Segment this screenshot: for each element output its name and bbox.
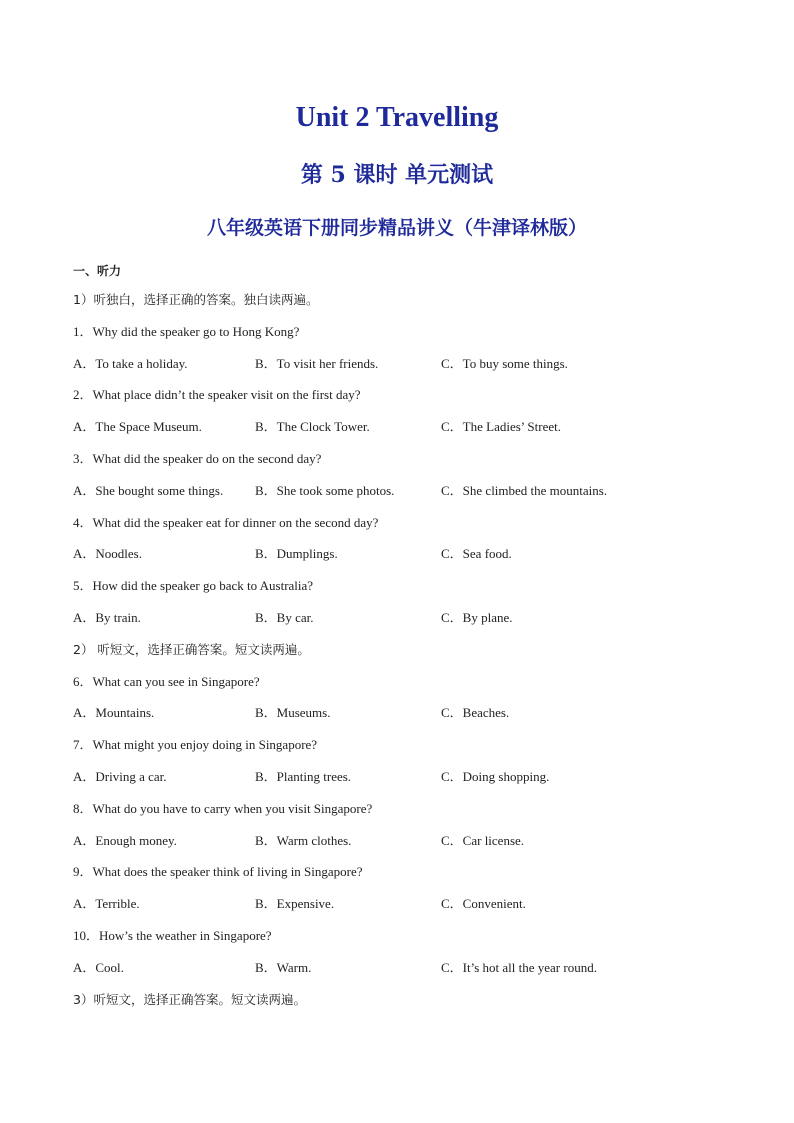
part-instruction: 2） 听短文，选择正确答案。短文读两遍。 bbox=[73, 641, 310, 657]
question-list bbox=[73, 289, 733, 1020]
option-row bbox=[73, 893, 733, 925]
option-c: C．It’s hot all the year round. bbox=[441, 959, 597, 975]
option-c: C．By plane. bbox=[441, 609, 513, 625]
option-row bbox=[73, 766, 733, 798]
option-row bbox=[73, 702, 733, 734]
question-text: 2．What place didn’t the speaker visit on the first day? bbox=[73, 387, 361, 403]
option-row bbox=[73, 416, 733, 448]
option-c: C．The Ladies’ Street. bbox=[441, 419, 561, 435]
option-a: A．The Space Museum. bbox=[73, 419, 202, 435]
option-c: C．Sea food. bbox=[441, 546, 512, 562]
question-text: 10．How’s the weather in Singapore? bbox=[73, 927, 272, 943]
option-c: C．Car license. bbox=[441, 832, 525, 848]
option-c: C．She climbed the mountains. bbox=[441, 482, 608, 498]
option-a: A．Enough money. bbox=[73, 832, 177, 848]
option-a: A．She bought some things. bbox=[73, 482, 224, 498]
option-b: B．She took some photos. bbox=[255, 482, 395, 498]
option-c: C．Beaches. bbox=[441, 705, 510, 721]
option-b: B．Planting trees. bbox=[255, 768, 352, 784]
option-b: B．Warm. bbox=[255, 959, 312, 975]
question-text: 5．How did the speaker go back to Australia? bbox=[73, 578, 314, 594]
question-text: 6．What can you see in Singapore? bbox=[73, 673, 260, 689]
question-text: 3．What did the speaker do on the second day? bbox=[73, 450, 322, 466]
option-a: A．Mountains. bbox=[73, 705, 155, 721]
option-row bbox=[73, 957, 733, 989]
option-b: B．The Clock Tower. bbox=[255, 419, 370, 435]
option-a: A．Noodles. bbox=[73, 546, 142, 562]
option-c: C．To buy some things. bbox=[441, 355, 568, 371]
question-text: 9．What does the speaker think of living in Singapore? bbox=[73, 864, 363, 880]
series-title: 八年级英语下册同步精品讲义（牛津译林版） bbox=[206, 217, 587, 239]
lesson-title: 第 5 课时 单元测试 bbox=[300, 162, 494, 188]
option-b: B．Dumplings. bbox=[255, 546, 338, 562]
option-row bbox=[73, 543, 733, 575]
option-row bbox=[73, 353, 733, 385]
option-b: B．Warm clothes. bbox=[255, 832, 352, 848]
part-instruction: 3）听短文，选择正确答案。短文读两遍。 bbox=[73, 991, 306, 1007]
section-heading: 一、听力 bbox=[73, 264, 122, 278]
option-a: A．Cool. bbox=[73, 959, 124, 975]
option-b: B．By car. bbox=[255, 609, 314, 625]
question-text: 8．What do you have to carry when you visit Singapore? bbox=[73, 800, 373, 816]
option-b: B．Museums. bbox=[255, 705, 331, 721]
option-a: A．By train. bbox=[73, 609, 141, 625]
page-title: Unit 2 Travelling bbox=[295, 102, 499, 133]
option-b: B．To visit her friends. bbox=[255, 355, 379, 371]
question-text: 4．What did the speaker eat for dinner on the second day? bbox=[73, 514, 379, 530]
option-a: A．To take a holiday. bbox=[73, 355, 188, 371]
option-c: C．Convenient. bbox=[441, 896, 526, 912]
option-row bbox=[73, 480, 733, 512]
question-text: 1．Why did the speaker go to Hong Kong? bbox=[73, 323, 300, 339]
option-a: A．Terrible. bbox=[73, 896, 140, 912]
option-b: B．Expensive. bbox=[255, 896, 335, 912]
option-a: A．Driving a car. bbox=[73, 768, 167, 784]
option-c: C．Doing shopping. bbox=[441, 768, 550, 784]
question-text: 7．What might you enjoy doing in Singapore? bbox=[73, 737, 318, 753]
option-row bbox=[73, 830, 733, 862]
option-row bbox=[73, 607, 733, 639]
part-instruction: 1）听独白，选择正确的答案。独白读两遍。 bbox=[73, 292, 319, 307]
